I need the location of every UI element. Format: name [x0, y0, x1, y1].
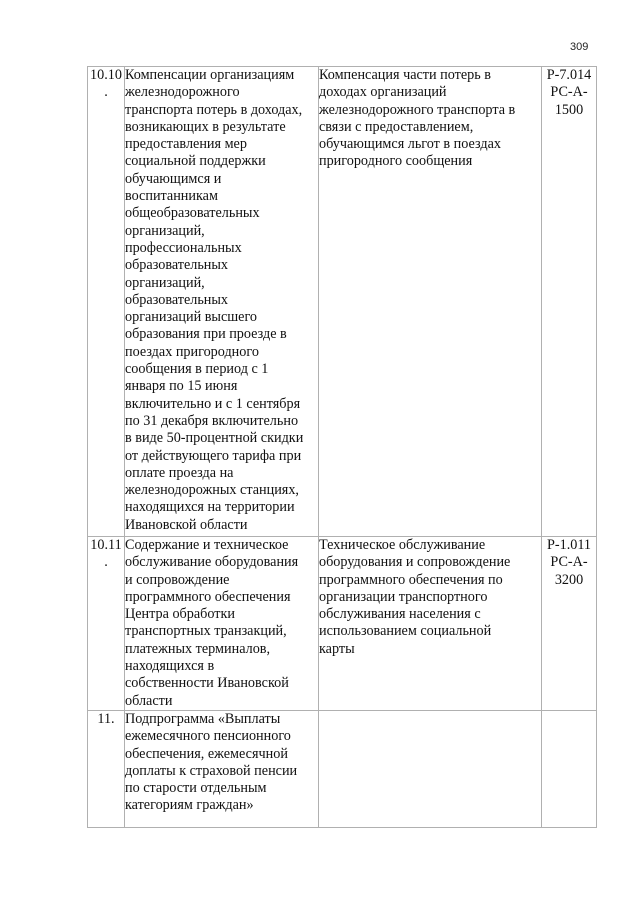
text-line: пригородного сообщения	[319, 153, 473, 170]
text-line: организаций,	[125, 274, 205, 291]
subprogram-name-cell	[125, 710, 319, 827]
text-line: обслуживание оборудования	[125, 554, 299, 571]
text-line: программного обеспечения по	[319, 571, 503, 588]
text-line: обеспечения, ежемесячной	[125, 745, 288, 762]
table-row	[88, 67, 597, 537]
text-line: использованием социальной	[319, 623, 492, 640]
text-line: программного обеспечения	[125, 588, 291, 605]
text-line: обучающимся и	[125, 170, 222, 187]
text-line: доплаты к страховой пенсии	[125, 762, 298, 779]
text-line: связи с предоставлением,	[319, 118, 474, 135]
text-line: собственности Ивановской	[125, 675, 289, 692]
text-line: января по 15 июня	[125, 378, 238, 395]
text-line: организаций,	[125, 222, 205, 239]
text-line: социальной поддержки	[125, 153, 266, 170]
text-line: Ивановской области	[125, 516, 248, 533]
text-line: по 31 декабря включительно	[125, 412, 299, 429]
text-line: железнодорожного транспорта в	[319, 101, 516, 118]
text-line: образовательных	[125, 291, 229, 308]
text-line: Техническое обслуживание	[319, 537, 486, 553]
text-line: карты	[319, 640, 355, 657]
text-line: в виде 50-процентной скидки	[125, 430, 304, 447]
text-line: Компенсации организациям	[125, 67, 295, 83]
text-line: поездах пригородного	[125, 343, 259, 360]
row-number	[88, 710, 125, 827]
text-line: платежных терминалов,	[125, 640, 271, 657]
text-line: образовательных	[125, 257, 229, 274]
text-line: обучающимся льгот в поездах	[319, 136, 501, 153]
text-line: находящихся в	[125, 658, 215, 675]
text-line: РС-А-	[550, 554, 588, 571]
text-line: категориям граждан»	[125, 797, 254, 814]
text-line: Р-1.011	[546, 537, 591, 553]
row-number-text: 10.10 .	[90, 67, 122, 101]
row-number-text: 11.	[97, 710, 115, 727]
table-row	[88, 537, 597, 711]
text-line: и сопровождение	[125, 571, 230, 588]
program-table	[87, 66, 597, 828]
text-line: возникающих в результате	[125, 118, 286, 135]
text-line: Подпрограмма «Выплаты	[125, 710, 281, 727]
row-number	[88, 67, 125, 537]
text-line: Центра обработки	[125, 606, 235, 623]
text-line: оплате проезда на	[125, 464, 234, 481]
text-line: образования при проезде в	[125, 326, 287, 343]
text-line: сообщения в период с 1	[125, 361, 269, 378]
text-line: 1500	[554, 101, 584, 118]
text-line: организаций высшего	[125, 309, 258, 326]
classification-code-cell	[542, 67, 597, 537]
measure-description-cell	[319, 67, 542, 537]
text-line: включительно и с 1 сентября	[125, 395, 301, 412]
text-line: транспорта потерь в доходах,	[125, 101, 303, 118]
text-line: от действующего тарифа при	[125, 447, 302, 464]
text-line: организации транспортного	[319, 588, 488, 605]
classification-code-cell	[542, 710, 597, 827]
text-line: области	[125, 692, 173, 709]
measure-name-cell	[125, 67, 319, 537]
text-line: железнодорожных станциях,	[125, 482, 299, 499]
classification-code-cell	[542, 537, 597, 711]
text-line: ежемесячного пенсионного	[125, 728, 291, 745]
text-line: транспортных транзакций,	[125, 623, 287, 640]
measure-description-cell	[319, 537, 542, 711]
table-row	[88, 710, 597, 827]
text-line: находящихся на территории	[125, 499, 295, 516]
text-line: оборудования и сопровождение	[319, 554, 511, 571]
row-number-text: 10.11 .	[90, 537, 122, 571]
measure-description-cell	[319, 710, 542, 827]
text-line: железнодорожного	[125, 84, 240, 101]
text-line: Содержание и техническое	[125, 537, 289, 553]
text-line: 3200	[554, 571, 584, 588]
text-line: обслуживания населения с	[319, 606, 481, 623]
text-line: предоставления мер	[125, 136, 247, 153]
page-number: 309	[570, 41, 589, 53]
text-line: воспитанникам	[125, 188, 218, 205]
text-line: профессиональных	[125, 239, 242, 256]
measure-name-cell	[125, 537, 319, 711]
text-line: Р-7.014	[546, 67, 592, 83]
text-line: по старости отдельным	[125, 780, 267, 797]
row-number	[88, 537, 125, 711]
text-line: общеобразовательных	[125, 205, 260, 222]
text-line: Компенсация части потерь в	[319, 67, 491, 83]
text-line: РС-А-	[550, 84, 588, 101]
text-line: доходах организаций	[319, 84, 447, 101]
